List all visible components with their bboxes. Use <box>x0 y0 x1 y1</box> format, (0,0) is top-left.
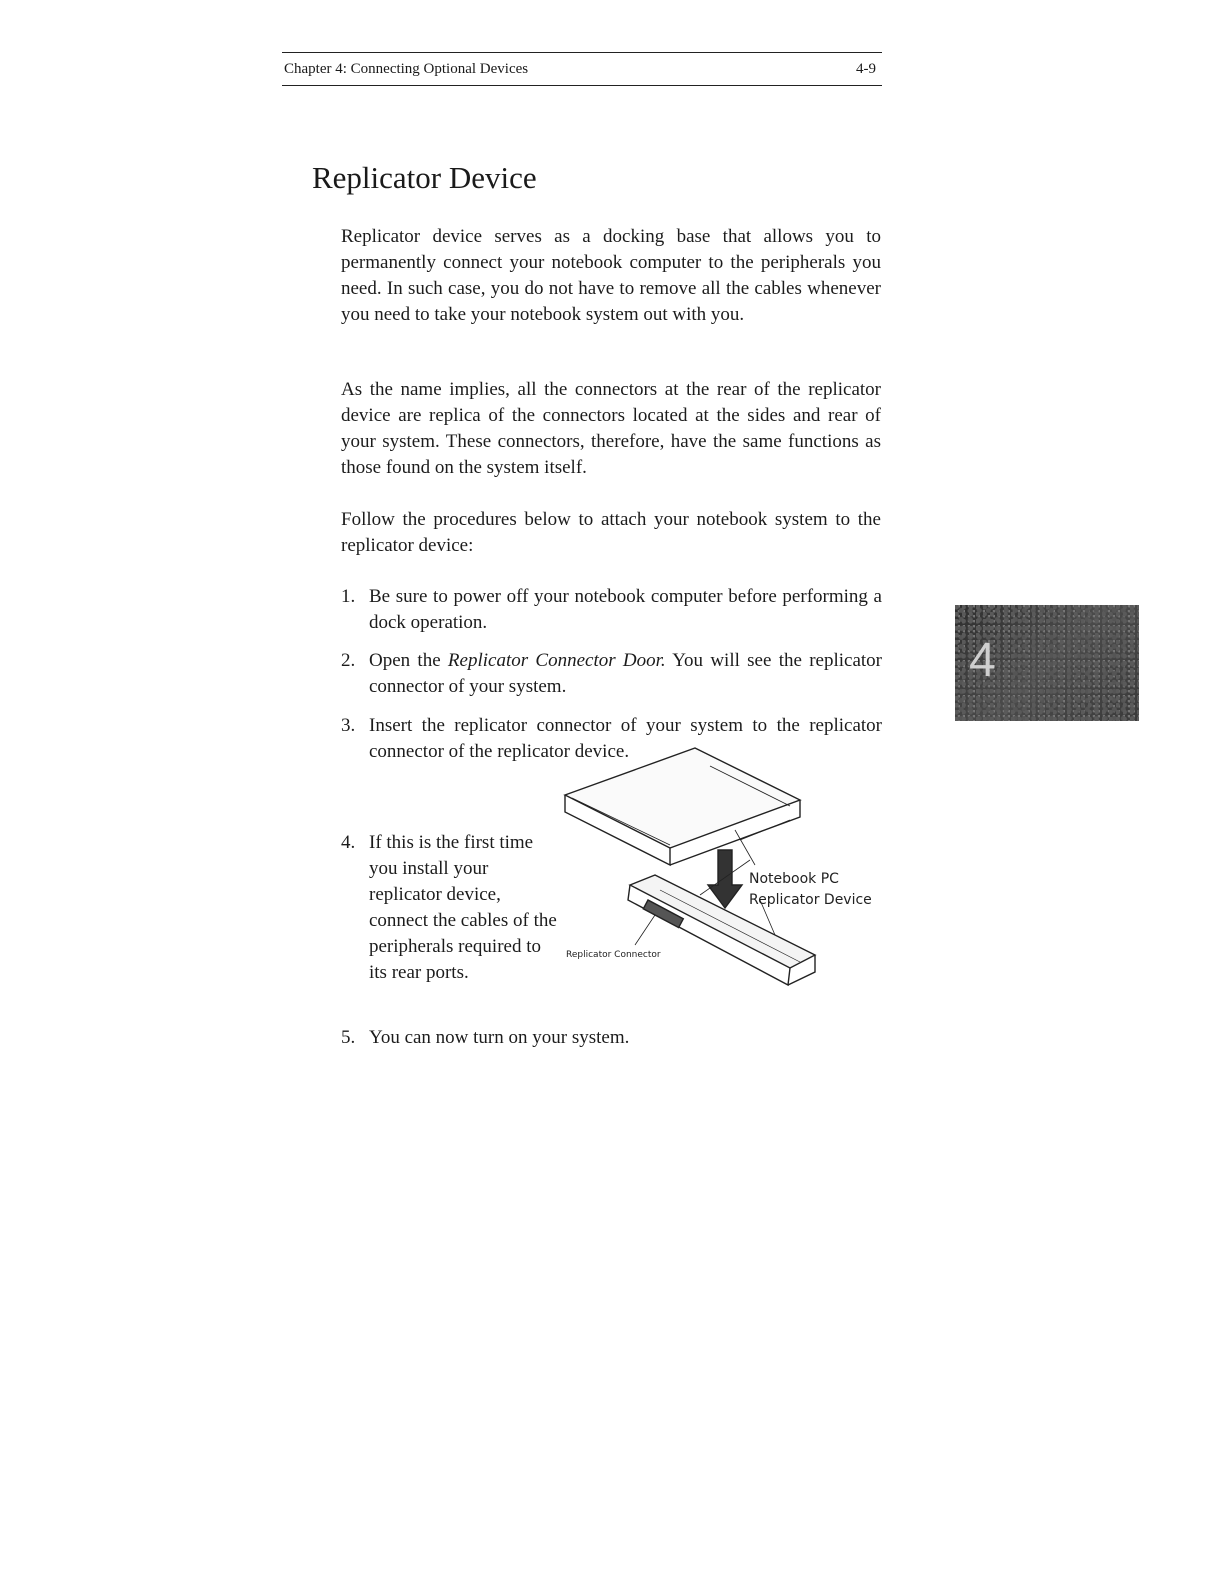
chapter-tab-number: 4 <box>969 634 996 687</box>
step-number: 1. <box>341 586 356 607</box>
chapter-tab <box>955 605 1139 721</box>
section-title: Replicator Device <box>312 160 537 195</box>
label-notebook-pc: Notebook PC <box>749 871 839 887</box>
page-header <box>282 52 882 86</box>
step-text: If this is the first time you install your replicator device, connect the cables of the peripherals required to its rear ports. <box>369 832 557 983</box>
paragraph-intro: Replicator device serves as a docking base that allows you to permanently connect your notebook computer to the peripherals you need. In such case, you do not have to remove all the cables whenever you need to take your notebook system out with you. <box>341 226 881 325</box>
paragraph-procedure: Follow the procedures below to attach your notebook system to the replicator device: <box>341 509 881 556</box>
step-text: You can now turn on your system. <box>369 1027 630 1048</box>
replicator-connector-door-term: Replicator Connector Door. <box>447 650 666 671</box>
label-replicator-connector: Replicator Connector <box>566 950 661 960</box>
docking-illustration <box>560 740 890 1000</box>
step-number: 3. <box>341 715 356 736</box>
step-text: Insert the replicator connector of your system to the replicator connector of the replicator device. <box>369 715 882 762</box>
label-replicator-device: Replicator Device <box>749 892 872 908</box>
page-number: 4-9 <box>856 61 876 77</box>
paragraph-connectors: As the name implies, all the connectors at the rear of the replicator device are replica of the connectors located at the sides and rear of your system. These connectors, therefore, have the same functions as those found on the system itself. <box>341 379 881 478</box>
chapter-title: Chapter 4: Connecting Optional Devices <box>284 61 529 77</box>
step-text: Open the Replicator Connector Door. You will see the replicator connector of your system. <box>369 650 882 697</box>
notebook-docking-drawing <box>560 740 890 1000</box>
step-number: 2. <box>341 650 356 671</box>
step-text: Be sure to power off your notebook computer before performing a dock operation. <box>369 586 882 633</box>
step-number: 4. <box>341 832 356 853</box>
step-number: 5. <box>341 1027 356 1048</box>
